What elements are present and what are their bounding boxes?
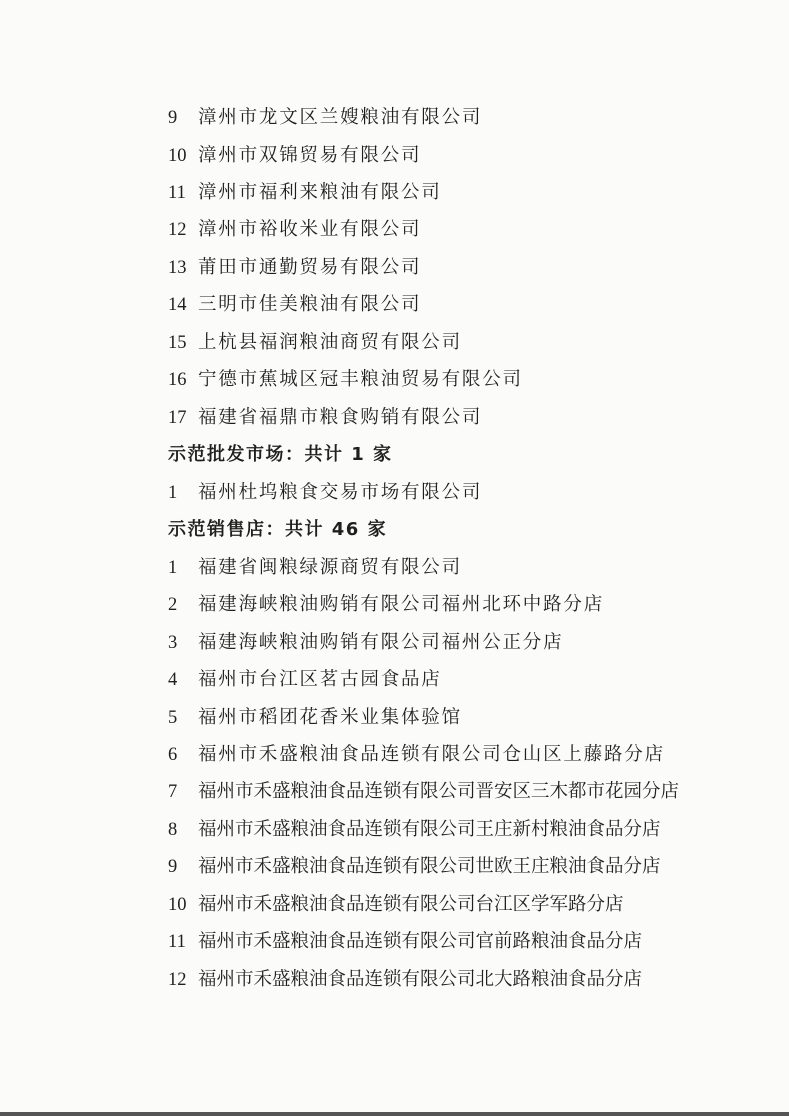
- item-text: 福州市禾盛粮油食品连锁有限公司台江区学军路分店: [198, 894, 624, 915]
- item-number: 1: [168, 483, 178, 503]
- list-item: [168, 816, 661, 844]
- list-item: [168, 291, 421, 319]
- item-number: 17: [168, 408, 187, 428]
- item-text: 漳州市龙文区兰嫂粮油有限公司: [198, 107, 483, 128]
- list-item: [168, 666, 442, 694]
- section-heading-retail: 示范销售店：共计 46 家: [168, 519, 388, 540]
- list-item: [168, 404, 482, 432]
- list-item: [168, 591, 604, 619]
- item-number: 16: [168, 370, 187, 390]
- item-number: 6: [168, 745, 178, 765]
- item-number: 10: [168, 895, 187, 915]
- list-item: [168, 366, 523, 394]
- item-text: 福建海峡粮油购销有限公司福州北环中路分店: [198, 594, 605, 615]
- item-number: 1: [168, 558, 178, 578]
- item-text: 福州市禾盛粮油食品连锁有限公司王庄新村粮油食品分店: [198, 819, 661, 840]
- list-item: [168, 891, 624, 919]
- scan-bottom-edge: [0, 1112, 789, 1116]
- item-number: 8: [168, 820, 178, 840]
- list-item: [168, 329, 462, 357]
- item-text: 福建海峡粮油购销有限公司福州公正分店: [198, 632, 564, 653]
- item-text: 福建省闽粮绿源商贸有限公司: [198, 557, 462, 578]
- item-text: 漳州市福利来粮油有限公司: [198, 182, 442, 203]
- item-text: 莆田市通勤贸易有限公司: [198, 257, 422, 278]
- item-text: 漳州市双锦贸易有限公司: [198, 145, 422, 166]
- item-number: 3: [168, 633, 178, 653]
- list-item: [168, 629, 563, 657]
- list-item: [168, 928, 642, 956]
- item-text: 福建省福鼎市粮食购销有限公司: [198, 407, 483, 428]
- item-text: 宁德市蕉城区冠丰粮油贸易有限公司: [198, 369, 523, 390]
- list-item: [168, 554, 462, 582]
- item-text: 福州市稻团花香米业集体验馆: [198, 707, 462, 728]
- item-text: 福州市禾盛粮油食品连锁有限公司晋安区三木都市花园分店: [198, 781, 680, 802]
- list-item: [168, 254, 421, 282]
- list-item: [168, 179, 442, 207]
- item-text: 福州市禾盛粮油食品连锁有限公司仓山区上藤路分店: [198, 744, 665, 765]
- item-number: 9: [168, 108, 178, 128]
- item-number: 15: [168, 333, 187, 353]
- list-item: [168, 741, 665, 769]
- item-text: 福州市台江区茗古园食品店: [198, 669, 442, 690]
- list-item: [168, 479, 482, 507]
- item-text: 福州市禾盛粮油食品连锁有限公司世欧王庄粮油食品分店: [198, 856, 661, 877]
- list-item: [168, 778, 679, 806]
- item-text: 福州市禾盛粮油食品连锁有限公司北大路粮油食品分店: [198, 969, 643, 990]
- item-text: 漳州市裕收米业有限公司: [198, 219, 422, 240]
- list-item: [168, 104, 482, 132]
- item-text: 上杭县福润粮油商贸有限公司: [198, 332, 462, 353]
- section-heading-wholesale: 示范批发市场：共计 1 家: [168, 444, 393, 465]
- item-number: 12: [168, 970, 187, 990]
- item-number: 12: [168, 220, 187, 240]
- list-item: [168, 966, 642, 994]
- list-item: [168, 216, 421, 244]
- list-item: [168, 853, 661, 881]
- item-text: 三明市佳美粮油有限公司: [198, 294, 422, 315]
- item-number: 7: [168, 782, 178, 802]
- item-text: 福州市禾盛粮油食品连锁有限公司官前路粮油食品分店: [198, 931, 643, 952]
- item-number: 10: [168, 146, 187, 166]
- item-number: 9: [168, 857, 178, 877]
- item-number: 4: [168, 670, 178, 690]
- item-number: 2: [168, 595, 178, 615]
- item-number: 11: [168, 932, 186, 952]
- item-text: 福州杜坞粮食交易市场有限公司: [198, 482, 483, 503]
- item-number: 13: [168, 258, 187, 278]
- list-item: [168, 704, 462, 732]
- item-number: 14: [168, 295, 187, 315]
- item-number: 11: [168, 183, 186, 203]
- list-item: [168, 142, 421, 170]
- item-number: 5: [168, 708, 178, 728]
